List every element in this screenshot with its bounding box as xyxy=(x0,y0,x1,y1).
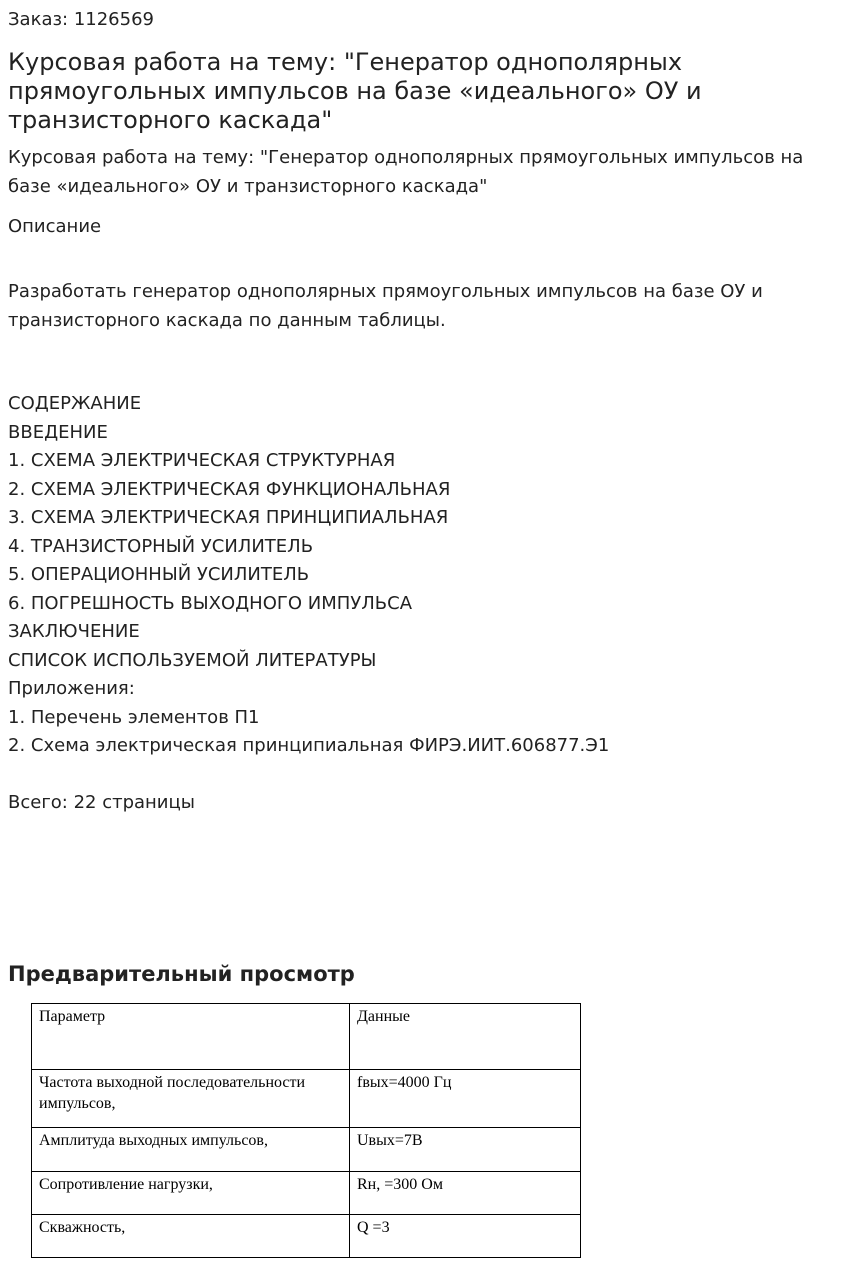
table-cell: Uвых=7В xyxy=(350,1128,581,1172)
table-row xyxy=(32,1128,581,1172)
contents-line: 4. ТРАНЗИСТОРНЫЙ УСИЛИТЕЛЬ xyxy=(8,535,314,557)
preview-heading: Предварительный просмотр xyxy=(8,962,355,986)
table-cell: Q =3 xyxy=(350,1215,581,1258)
order-number: Заказ: 1126569 xyxy=(8,9,154,30)
table-cell: Амплитуда выходных импульсов, xyxy=(32,1128,350,1172)
contents-line: ЗАКЛЮЧЕНИЕ xyxy=(8,621,140,642)
description-heading: Описание xyxy=(8,216,102,237)
contents-line: 6. ПОГРЕШНОСТЬ ВЫХОДНОГО ИМПУЛЬСА xyxy=(8,592,413,614)
table-cell: fвых=4000 Гц xyxy=(350,1070,581,1128)
contents-line: СОДЕРЖАНИЕ xyxy=(8,393,142,414)
table-cell: Частота выходной последовательности импульсов, xyxy=(32,1070,350,1128)
contents-line: 1. СХЕМА ЭЛЕКТРИЧЕСКАЯ СТРУКТУРНАЯ xyxy=(8,450,396,471)
table-cell: Rн, =300 Ом xyxy=(350,1172,581,1215)
table-row xyxy=(32,1215,581,1258)
description-text: Разработать генератор однополярных прямоугольных импульсов на базе ОУ и транзисторного каскада по данным таблицы. xyxy=(8,281,763,331)
contents-list xyxy=(8,390,838,761)
table-row xyxy=(32,1070,581,1128)
table-cell: Сопротивление нагрузки, xyxy=(32,1172,350,1215)
contents-line: СПИСОК ИСПОЛЬЗУЕМОЙ ЛИТЕРАТУРЫ xyxy=(8,649,377,671)
contents-line: Приложения: xyxy=(8,678,135,699)
contents-line: 1. Перечень элементов П1 xyxy=(8,706,260,728)
table-row xyxy=(32,1172,581,1215)
table-header-cell: Параметр xyxy=(32,1004,350,1070)
table-header-cell: Данные xyxy=(350,1004,581,1070)
contents-line: ВВЕДЕНИЕ xyxy=(8,421,108,443)
page-count: Всего: 22 страницы xyxy=(8,792,195,813)
page-subtitle: Курсовая работа на тему: "Генератор однополярных прямоугольных импульсов на базе «идеального» ОУ и транзисторного каскада" xyxy=(8,147,804,197)
table-cell: Скважность, xyxy=(32,1215,350,1258)
contents-line: 5. ОПЕРАЦИОННЫЙ УСИЛИТЕЛЬ xyxy=(8,564,310,585)
contents-line: 2. СХЕМА ЭЛЕКТРИЧЕСКАЯ ФУНКЦИОНАЛЬНАЯ xyxy=(8,478,451,500)
table-header-row xyxy=(32,1004,581,1070)
contents-line: 3. СХЕМА ЭЛЕКТРИЧЕСКАЯ ПРИНЦИПИАЛЬНАЯ xyxy=(8,507,449,528)
page-title: Курсовая работа на тему: "Генератор однополярных прямоугольных импульсов на базе «идеального» ОУ и транзисторного каскада" xyxy=(8,48,702,134)
parameters-table xyxy=(31,1003,581,1258)
contents-line: 2. Схема электрическая принципиальная ФИРЭ.ИИТ.606877.Э1 xyxy=(8,735,610,756)
